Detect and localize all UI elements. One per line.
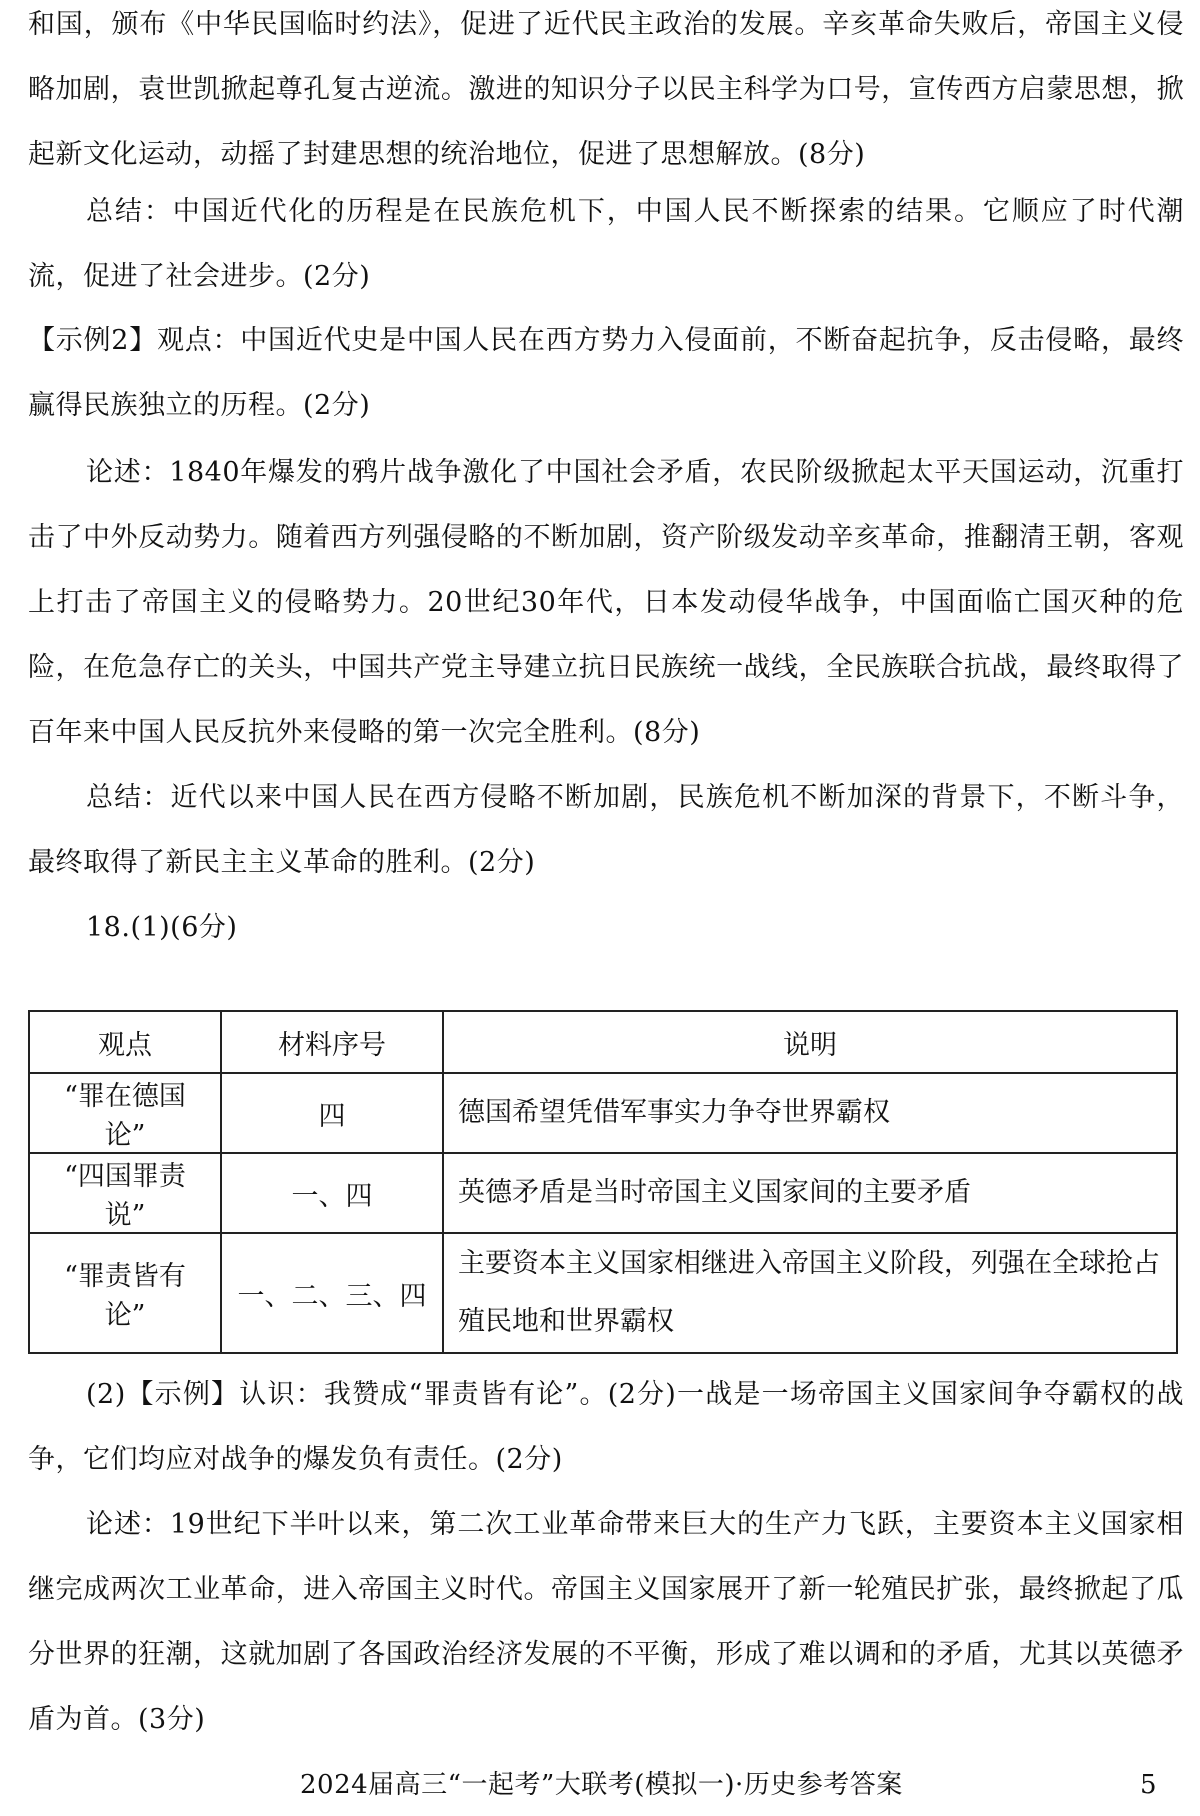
table-cell-explanation: 主要资本主义国家相继进入帝国主义阶段，列强在全球抢占殖民地和世界霸权: [443, 1233, 1177, 1353]
table-cell-material: 四: [221, 1073, 443, 1153]
table-row: [29, 1073, 1177, 1153]
page-number: 5: [1140, 1770, 1157, 1800]
table-header-explanation: 说明: [443, 1011, 1177, 1073]
table-row: [29, 1233, 1177, 1353]
paragraph-example-2-viewpoint: 【示例2】观点：中国近代史是中国人民在西方势力入侵面前，不断奋起抗争，反击侵略，最终赢得民族独立的历程。(2分): [28, 325, 1184, 421]
answer-table: [28, 1010, 1178, 1354]
table-cell-explanation: 德国希望凭借军事实力争夺世界霸权: [443, 1073, 1177, 1153]
paragraph-part-2-argument: 论述：19世纪下半叶以来，第二次工业革命带来巨大的生产力飞跃，主要资本主义国家相继完成两次工业革命，进入帝国主义时代。帝国主义国家展开了新一轮殖民扩张，最终掀起了瓜分世界的狂潮，这就加剧了各国政治经济发展的不平衡，形成了难以调和的矛盾，尤其以英德矛盾为首。(3分): [28, 1509, 1184, 1735]
table-cell-material: 一、二、三、四: [221, 1233, 443, 1353]
paragraph-summary-1: 总结：中国近代化的历程是在民族危机下，中国人民不断探索的结果。它顺应了时代潮流，促进了社会进步。(2分): [28, 196, 1184, 292]
question-18-part-1-label: 18.(1)(6分): [86, 912, 238, 943]
page-footer: [0, 1765, 1200, 1805]
paragraph-part-2-example: (2)【示例】认识：我赞成“罪责皆有论”。(2分)一战是一场帝国主义国家间争夺霸权的战争，它们均应对战争的爆发负有责任。(2分): [28, 1379, 1184, 1475]
paragraph-continuation: 和国，颁布《中华民国临时约法》，促进了近代民主政治的发展。辛亥革命失败后，帝国主义侵略加剧，袁世凯掀起尊孔复古逆流。激进的知识分子以民主科学为口号，宣传西方启蒙思想，掀起新文化运动，动摇了封建思想的统治地位，促进了思想解放。(8分): [28, 9, 1184, 170]
paragraph-argument-2: 论述：1840年爆发的鸦片战争激化了中国社会矛盾，农民阶级掀起太平天国运动，沉重打击了中外反动势力。随着西方列强侵略的不断加剧，资产阶级发动辛亥革命，推翻清王朝，客观上打击了帝国主义的侵略势力。20世纪30年代，日本发动侵华战争，中国面临亡国灭种的危险，在危急存亡的关头，中国共产党主导建立抗日民族统一战线，全民族联合抗战，最终取得了百年来中国人民反抗外来侵略的第一次完全胜利。(8分): [28, 457, 1184, 748]
table-cell-viewpoint: “四国罪责说”: [29, 1153, 221, 1233]
table-cell-viewpoint: “罪责皆有论”: [29, 1233, 221, 1353]
table-header-viewpoint: 观点: [29, 1011, 221, 1073]
table-header-material-number: 材料序号: [221, 1011, 443, 1073]
table-cell-viewpoint: “罪在德国论”: [29, 1073, 221, 1153]
footer-title: 2024届高三“一起考”大联考(模拟一)·历史参考答案: [300, 1770, 903, 1800]
table-row: [29, 1153, 1177, 1233]
paragraph-summary-2: 总结：近代以来中国人民在西方侵略不断加剧，民族危机不断加深的背景下，不断斗争，最终取得了新民主主义革命的胜利。(2分): [28, 782, 1184, 878]
table-cell-explanation: 英德矛盾是当时帝国主义国家间的主要矛盾: [443, 1153, 1177, 1233]
table-header-row: [29, 1011, 1177, 1073]
table-cell-material: 一、四: [221, 1153, 443, 1233]
